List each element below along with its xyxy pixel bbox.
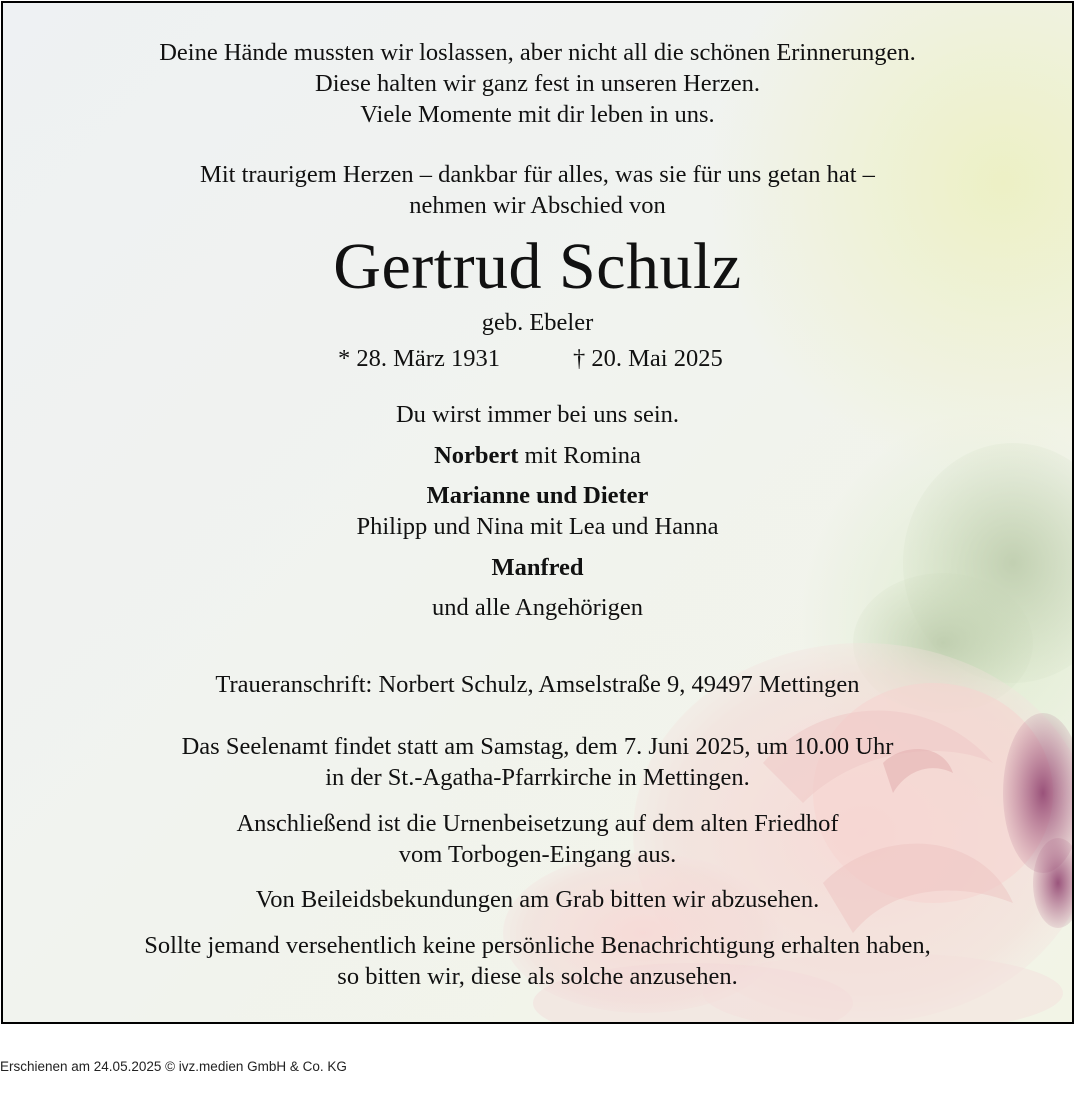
burial-line: Anschließend ist die Urnenbeisetzung auf dem alten Friedhof [236, 810, 839, 837]
birth-name: geb. Ebeler [481, 309, 594, 336]
obituary-notice [1, 1, 1074, 1024]
deceased-name: Gertrud Schulz [333, 230, 742, 303]
quote-line: Deine Hände mussten wir loslassen, aber nicht all die schönen Erinnerungen. [159, 39, 916, 66]
publication-footer: Erschienen am 24.05.2025 © ivz.medien GmbH & Co. KG [0, 1059, 347, 1074]
notification-line: Sollte jemand versehentlich keine persönliche Benachrichtigung erhalten haben, [144, 932, 931, 959]
other-relatives: und alle Angehörigen [432, 594, 643, 621]
motto: Du wirst immer bei uns sein. [395, 401, 680, 428]
mourner-1-partner: mit Romina [518, 442, 641, 469]
mourner-3: Manfred [491, 554, 584, 581]
mourner-1 [3, 440, 1072, 471]
mourning-address: Traueranschrift: Norbert Schulz, Amselstraße 9, 49497 Mettingen [215, 671, 860, 698]
mourner-1-name: Norbert [434, 442, 519, 469]
death-date: † 20. Mai 2025 [573, 345, 723, 372]
opening-quote [3, 37, 1072, 130]
mourner-2 [3, 480, 1072, 542]
notification-line: so bitten wir, diese als solche anzusehen. [337, 963, 738, 990]
burial-line: vom Torbogen-Eingang aus. [398, 841, 677, 868]
intro-line: Mit traurigem Herzen – dankbar für alles, was sie für uns getan hat – [200, 161, 875, 188]
quote-line: Viele Momente mit dir leben in uns. [360, 101, 715, 128]
urn-burial [3, 808, 1072, 870]
intro-line: nehmen wir Abschied von [409, 192, 666, 219]
service-line: Das Seelenamt findet statt am Samstag, dem 7. Juni 2025, um 10.00 Uhr [181, 733, 894, 760]
condolence-note: Von Beileidsbekundungen am Grab bitten wir abzusehen. [255, 886, 820, 913]
mourner-2-name: Marianne und Dieter [426, 482, 649, 509]
mourner-2-family: Philipp und Nina mit Lea und Hanna [356, 513, 719, 540]
birth-date: * 28. März 1931 [338, 345, 500, 372]
intro [3, 159, 1072, 221]
quote-line: Diese halten wir ganz fest in unseren Herzen. [315, 70, 760, 97]
service-line: in der St.-Agatha-Pfarrkirche in Mettingen. [325, 764, 750, 791]
notification-note [3, 930, 1072, 992]
funeral-service [3, 731, 1072, 793]
